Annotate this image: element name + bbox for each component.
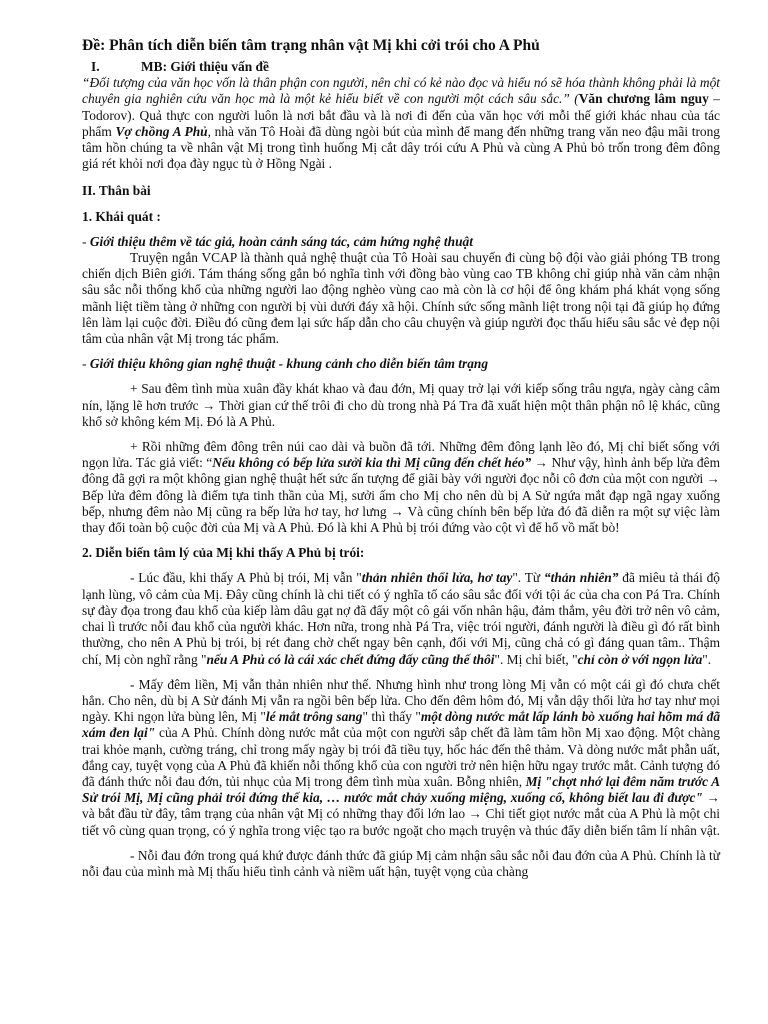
section-1a-title: Giới thiệu thêm về tác giả, hoàn cảnh sáng tác, cảm hứng nghệ thuật [89,233,473,249]
intro-source: Văn chương lâm nguy [578,91,709,107]
p4-text-4: → và bắt đầu từ đây, tâm trạng của nhân vật Mị có những thay đổi lớn lao → Chi tiết giọt nước mắt của A Phủ là một chi tiết vô cùng quan trọng, có ý nghĩa trong việc tạo ra bước ngoặt cho mạch truyện và thúc đẩy diễn biến tâm lí nhân vật. [82,790,721,838]
section-intro-number: I. [91,59,100,74]
p4-quote-3: Mị "chợt nhớ lại đêm năm trước A Sử trói Mị, Mị cũng phải trói đứng thế kia, … nước mắt chảy xuống miệng, xuống cổ, không biết lau đi được" [82,773,721,806]
paragraph-spring-night: + Sau đêm tình mùa xuân đầy khát khao và đau đớn, Mị quay trở lại với kiếp sống trâu ngựa, ngày càng câm nín, lặng lẽ hơn trước → Thời gian cứ thế trôi đi cho dù trong nhà Pá Tra đã xuất hiện một thân phận nô lệ khác, cũng khổ sở không kém Mị. Đó là A Phủ. [82,381,720,429]
p4-text-3: của A Phủ. Chính dòng nước mắt của một con người sắp chết đã làm tâm hồn Mị xao động. Một chàng trai khỏe mạnh, cường tráng, chỉ trong mấy ngày bị trói đã tiều tụy, hốc hác đến thê thảm. Và dòng nước mắt phẫn uất, đắng cay, tuyệt vọng của A Phủ đã khiến nỗi thống khổ của con người trở nên hiện hữu ngay trước mắt. Cảnh tượng đó đã đánh thức nỗi đau đớn, tủi nhục của Mị trong đêm tình mùa xuân. Bỗng nhiên, [82,725,720,789]
winter-text-1: + Rồi những đêm đông trên núi cao dài và buồn đã tới. Những đêm đông lạnh lẽo đó, Mị chỉ biết sống với ngọn lửa. Tác giả viết: “ [82,439,720,471]
paragraph-past-pain: - Nỗi đau đớn trong quá khứ được đánh thức đã giúp Mị cảm nhận sâu sắc nỗi đau đớn của A Phủ. Chính là từ nỗi đau của mình mà Mị thấu hiểu tình cảnh và niềm uất hận, tuyệt vọng của chàng [82,847,720,879]
p4-text-2: " thì thấy " [362,709,421,725]
p3-quote-2: “thản nhiên” [543,570,619,586]
body-heading: II. Thân bài [82,183,151,199]
section-1b-heading [82,356,720,372]
intro-quote: “Đối tượng của văn học vốn là thân phận con người, nên chỉ có kẻ nào đọc và hiểu nó sẽ hóa thành không phải là một chuyên gia nghiên cứu văn học mà là một kẻ hiểu biết về con người một cách sâu sắc.” ( [82,75,720,107]
section-1b-dash: - [82,356,90,372]
section-intro-title: MB: Giới thiệu vấn đề [141,59,269,74]
section-1b-title: Giới thiệu không gian nghệ thuật - khung cảnh cho diễn biến tâm trạng [89,356,489,372]
paragraph-winter-nights [82,439,720,536]
p3-quote-4: chỉ còn ở với ngọn lửa [577,651,703,667]
p4-text-1: - Mấy đêm liền, Mị vẫn thản nhiên như thế. Nhưng hình như trong lòng Mị vẫn có một cái gì đó chưa chết hẳn. Cho nên, dù bị A Sử đánh Mị vẫn ra ngồi bên bếp lửa. Cho đến đêm hôm đó, Mị vẫn dậy thổi lửa hơ tay như mọi ngày. Khi ngọn lửa bùng lên, Mị " [82,676,720,725]
winter-quote: Nếu không có bếp lửa sưởi kia thì Mị cũng đến chết héo” [212,455,532,471]
p3-quote-1: thản nhiên thổi lửa, hơ tay [361,570,513,586]
p3-quote-3: nếu A Phủ có là cái xác chết đứng đấy cũng thế thôi [206,651,495,667]
section-1a-dash: - [82,233,90,249]
p3-text-5: ". [702,651,712,667]
winter-text-2: → Như vậy, hình ảnh bếp lửa đêm đông đã gợi ra một không gian nghệ thuật hết sức ấn tượng để giãi bày với người đọc nỗi cô đơn của một con người → Bếp lửa đêm đông là điểm tựa tinh thần của Mị, sưởi ấm cho Mị cho nên dù bị A Sử ngứa mắt đạp ngã ngay xuống bếp, nhưng đêm nào Mị cũng ra bếp lửa hơ tay, hơ lưng → Và cũng chính bên bếp lửa đó đã diễn ra một sự việc làm thay đổi toàn bộ cuộc đời của Mị và A Phủ. Đó là khi A Phủ bị trói đứng vào cột vì để hổ vồ mất bò! [82,455,720,536]
paragraph-indifference [82,570,720,667]
p4-quote-1: lé mắt trông sang [265,709,363,725]
intro-work-title: Vợ chồng A Phủ [115,123,208,139]
section-intro-heading [82,59,720,75]
intro-text-2: , nhà văn Tô Hoài đã dùng ngòi bút của mình để mang đến những trang văn neo đậu mãi trong tâm hồn chúng ta về nhân vật Mị trong tình huống Mị cắt dây trói cứu A Phủ và cùng A Phủ bỏ trốn trong đêm đông giá rét khỏi nơi đọa đày ngục tù ở Hồng Ngài . [82,123,720,172]
section-1a-heading [82,234,720,250]
p4-quote-2: một dòng nước mắt lấp lánh bò xuống hai hõm má đã xám đen lại" [82,709,721,741]
paragraph-author-context: Truyện ngắn VCAP là thành quả nghệ thuật của Tô Hoài sau chuyến đi cùng bộ đội vào giải phóng TB trong chiến dịch Biên giới. Tám tháng sống gắn bó nghĩa tình với đồng bào vùng cao TB không chỉ giúp nhà văn cảm nhận sâu sắc nỗi thống khổ của những người lao động nghèo vùng cao mà còn là cơ hội để ông khám phá khát vọng sống mãnh liệt tiềm tàng ở những con người bị vùi dưới đáy xã hội. Chính sức sống mãnh liệt trong nội tại đã giúp họ đứng lên làm lại cuộc đời. Điều đó cũng đem lại sức hấp dẫn cho câu chuyện và giúp người đọc thấu hiểu sâu sắc vẻ đẹp nội tâm của nhân vật Mị trong tác phẩm. [82,250,720,347]
intro-text-1: – Todorov). Quả thực con người luôn là nơi bắt đầu và là nơi đi đến của văn học với mỗi thế giới khác nhau của tác phẩm [82,91,720,139]
p3-text-1: - Lúc đầu, khi thấy A Phủ bị trói, Mị vẫn " [130,570,362,586]
intro-paragraph [82,75,720,172]
section-1-heading: 1. Khái quát : [82,208,161,224]
p3-text-3: đã miêu tả thái độ lạnh lùng, vô cảm của Mị. Đây cũng chính là chi tiết có ý nghĩa tố cáo sâu sắc đối với tội ác của cha con Pá Tra. Chính sự đày đọa trong đau khổ của kiếp làm dâu gạt nợ đã đẩy một cô gái vốn nhân hậu, đảm thắm, yêu đời trở nên vô cảm, chai lì trước nỗi đau khổ của người khác. Hơn nữa, trong nhà Pá Tra, việc trói người, đánh người là điều gì đó rất bình thường, cho nên A Phủ bị trói, bị rét đang chờ chết ngay bên cạnh, đối với Mị, cũng chả có gì đáng quan tâm.. Thậm chí, Mị còn nghĩ rằng " [82,570,720,667]
p3-text-2: ". Từ [512,570,544,586]
section-2-heading: 2. Diễn biến tâm lý của Mị khi thấy A Phủ bị trói: [82,545,365,561]
document-title: Đề: Phân tích diễn biến tâm trạng nhân vật Mị khi cởi trói cho A Phủ [82,37,540,54]
p3-text-4: ". Mị chỉ biết, " [494,651,578,667]
paragraph-tears [82,677,720,839]
